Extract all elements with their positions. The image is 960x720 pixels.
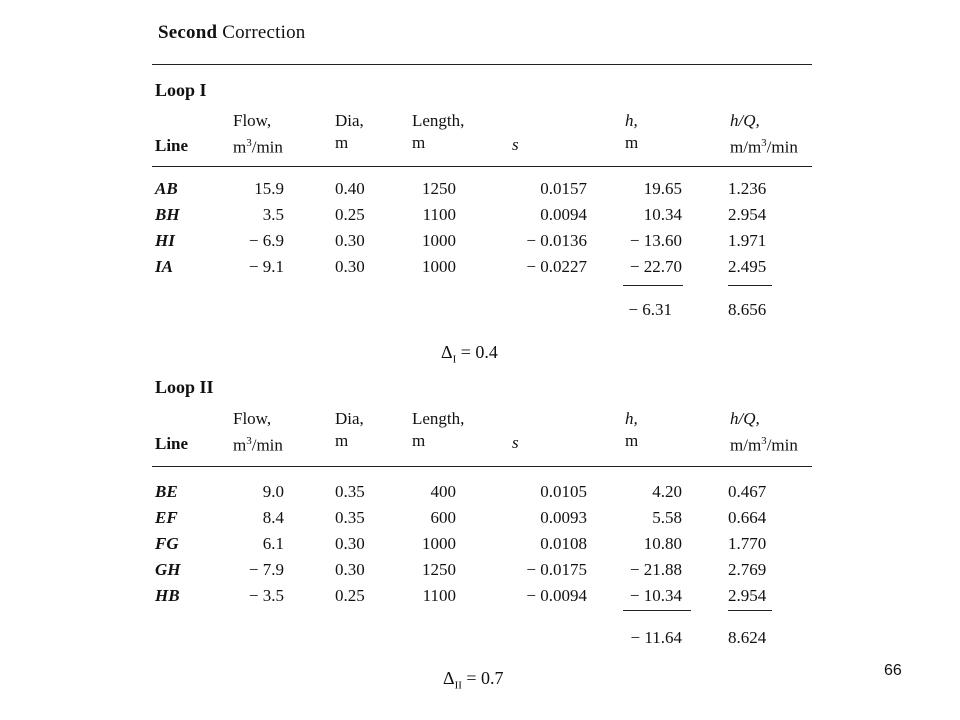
col-h-label: h, [625,409,638,428]
loop1-cell-h: 10.34 [643,205,682,224]
loop2-cell-h: 4.20 [652,482,682,501]
loop1-cell-length: 1000 [422,257,456,276]
col-flow-unit [233,430,283,457]
loop1-cell-hq: 2.495 [728,257,767,276]
title-rule [152,64,812,65]
col-length-label: Length, [412,111,465,130]
unit-sup: 3 [761,137,767,149]
loop1-cell-h: 19.65 [643,179,682,198]
unit-sup: 3 [246,137,252,149]
col-dia-label: Dia, [335,111,364,130]
loop2-cell-line: BE [155,482,178,501]
loop2-cell-h: 10.80 [643,534,682,553]
loop1-cell-hq: 1.236 [728,179,767,198]
loop2-label: Loop II [155,377,214,397]
loop1-cell-hq: 2.954 [728,205,767,224]
loop2-cell-length: 1100 [422,586,456,605]
col-s-label: s [512,135,519,154]
loop1-sum-hq: 8.656 [728,300,767,319]
loop1-cell-line: HI [155,231,175,250]
loop2-cell-dia: 0.25 [335,586,365,605]
loop1-cell-length: 1250 [422,179,456,198]
loop1-cell-hq: 1.971 [728,231,767,250]
loop2-cell-h: − 21.88 [629,560,682,579]
loop2-cell-hq: 2.769 [728,560,767,579]
loop1-cell-line: AB [155,179,178,198]
col-flow-label: Flow, [233,111,272,130]
page-number: 66 [884,662,902,679]
unit-pre: m/m [730,435,762,455]
loop2-cell-flow: 8.4 [262,508,284,527]
col-hq-label: h/Q, [730,409,760,428]
page-title [158,22,305,44]
loop2-cell-flow: 6.1 [262,534,284,553]
col-hq-unit [730,430,798,457]
col-flow-unit [233,132,283,159]
loop1-cell-flow: − 6.9 [248,231,284,250]
col-dia-unit: m [335,133,349,152]
loop1-cell-s: − 0.0227 [526,257,587,276]
delta-value: = 0.4 [456,342,498,362]
loop2-cell-s: 0.0108 [540,534,587,553]
loop2-cell-length: 400 [430,482,456,501]
title-rest: Correction [217,22,306,43]
loop2-cell-line: EF [155,508,178,527]
loop2-cell-dia: 0.35 [335,508,365,527]
loop2-cell-line: FG [155,534,179,553]
loop2-sum-rule-h [623,610,691,611]
loop2-cell-dia: 0.30 [335,560,365,579]
loop2-cell-h: 5.58 [652,508,682,527]
loop2-delta [443,668,504,692]
loop1-cell-dia: 0.25 [335,205,365,224]
loop1-cell-s: 0.0157 [540,179,587,198]
col-h-unit: m [625,431,639,450]
unit-sup: 3 [246,435,252,447]
loop1-cell-s: 0.0094 [540,205,587,224]
loop2-cell-s: 0.0105 [540,482,587,501]
unit-sup: 3 [761,435,767,447]
unit-post: /min [766,435,798,455]
delta-symbol: Δ [443,668,455,688]
unit-post: /min [251,435,283,455]
loop2-cell-s: − 0.0175 [526,560,587,579]
loop1-cell-dia: 0.40 [335,179,365,198]
loop1-cell-length: 1100 [422,205,456,224]
loop2-cell-line: HB [155,586,180,605]
loop1-delta [441,342,498,366]
loop2-sum-h: − 11.64 [630,628,682,647]
loop2-cell-h: − 10.34 [629,586,682,605]
col-line-label: Line [155,136,189,155]
loop2-cell-length: 1000 [422,534,456,553]
loop1-cell-flow: 15.9 [254,179,284,198]
loop1-cell-h: − 22.70 [629,257,682,276]
col-flow-label: Flow, [233,409,272,428]
loop2-sum-rule-hq [728,610,772,611]
loop2-cell-length: 1250 [422,560,456,579]
col-hq-unit [730,132,798,159]
loop1-cell-flow: − 9.1 [248,257,284,276]
loop2-header-rule [152,466,812,467]
unit-post: /min [251,137,283,157]
unit-post: /min [766,137,798,157]
loop1-sum-rule-hq [728,285,772,286]
delta-value: = 0.7 [461,668,504,688]
delta-symbol: Δ [441,342,453,362]
loop2-cell-hq: 2.954 [728,586,767,605]
col-length-unit: m [412,133,426,152]
loop1-cell-length: 1000 [422,231,456,250]
unit-pre: m [233,137,247,157]
unit-pre: m/m [730,137,762,157]
loop1-cell-h: − 13.60 [629,231,682,250]
loop1-sum-h: − 6.31 [628,300,672,319]
col-length-label: Length, [412,409,465,428]
col-h-unit: m [625,133,639,152]
loop2-cell-flow: − 7.9 [248,560,284,579]
loop2-sum-hq: 8.624 [728,628,767,647]
loop1-label: Loop I [155,80,207,100]
loop2-cell-length: 600 [430,508,456,527]
delta-sub: I [452,353,457,366]
loop1-cell-line: IA [155,257,173,276]
loop1-cell-flow: 3.5 [262,205,284,224]
loop2-cell-hq: 0.467 [728,482,767,501]
loop1-cell-dia: 0.30 [335,257,365,276]
col-dia-unit: m [335,431,349,450]
loop2-cell-flow: − 3.5 [248,586,284,605]
loop1-cell-dia: 0.30 [335,231,365,250]
unit-pre: m [233,435,247,455]
loop2-cell-dia: 0.30 [335,534,365,553]
loop1-cell-line: BH [155,205,180,224]
col-line-label: Line [155,434,189,453]
delta-sub: II [454,679,462,692]
loop1-sum-rule-h [623,285,683,286]
loop2-cell-hq: 1.770 [728,534,767,553]
col-hq-label: h/Q, [730,111,760,130]
title-bold: Second [158,22,218,43]
loop2-cell-s: 0.0093 [540,508,587,527]
col-h-label: h, [625,111,638,130]
loop2-cell-s: − 0.0094 [526,586,587,605]
loop2-cell-dia: 0.35 [335,482,365,501]
loop2-cell-flow: 9.0 [262,482,284,501]
col-length-unit: m [412,431,426,450]
col-s-label: s [512,433,519,452]
loop1-cell-s: − 0.0136 [526,231,587,250]
loop1-header-rule [152,166,812,167]
loop2-cell-hq: 0.664 [728,508,767,527]
loop2-cell-line: GH [155,560,181,579]
col-dia-label: Dia, [335,409,364,428]
